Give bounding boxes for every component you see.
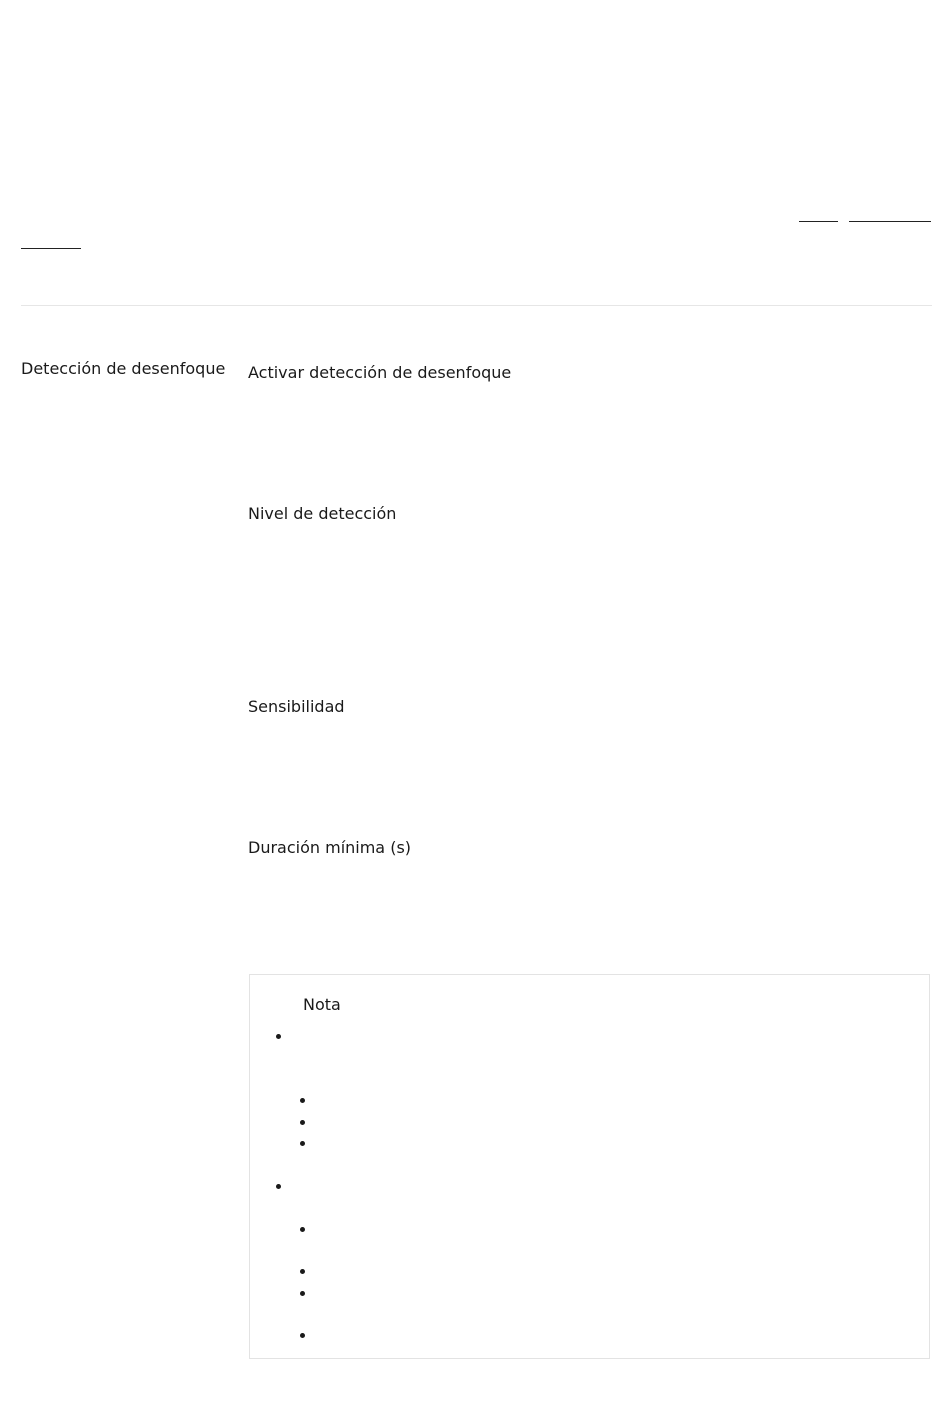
top-link-3-underline[interactable]	[21, 248, 81, 249]
enable-blur-detection-label: Activar detección de desenfoque	[248, 363, 512, 382]
top-link-2-underline[interactable]	[849, 221, 931, 222]
min-duration-label: Duración mínima (s)	[248, 838, 412, 857]
note-sub-bullet	[300, 1291, 305, 1296]
note-sub-bullet	[300, 1098, 305, 1103]
note-sub-bullet	[300, 1333, 305, 1338]
header-divider	[21, 305, 932, 306]
section-title: Detección de desenfoque	[21, 359, 226, 378]
note-sub-bullet	[300, 1269, 305, 1274]
note-sub-bullet	[300, 1120, 305, 1125]
note-bullet	[276, 1034, 281, 1039]
note-box	[249, 974, 930, 1359]
note-title: Nota	[303, 995, 341, 1014]
note-sub-bullet	[300, 1227, 305, 1232]
note-bullet	[276, 1184, 281, 1189]
note-sub-bullet	[300, 1141, 305, 1146]
top-link-1-underline[interactable]	[799, 221, 838, 222]
detection-level-label: Nivel de detección	[248, 504, 397, 523]
sensitivity-label: Sensibilidad	[248, 697, 345, 716]
